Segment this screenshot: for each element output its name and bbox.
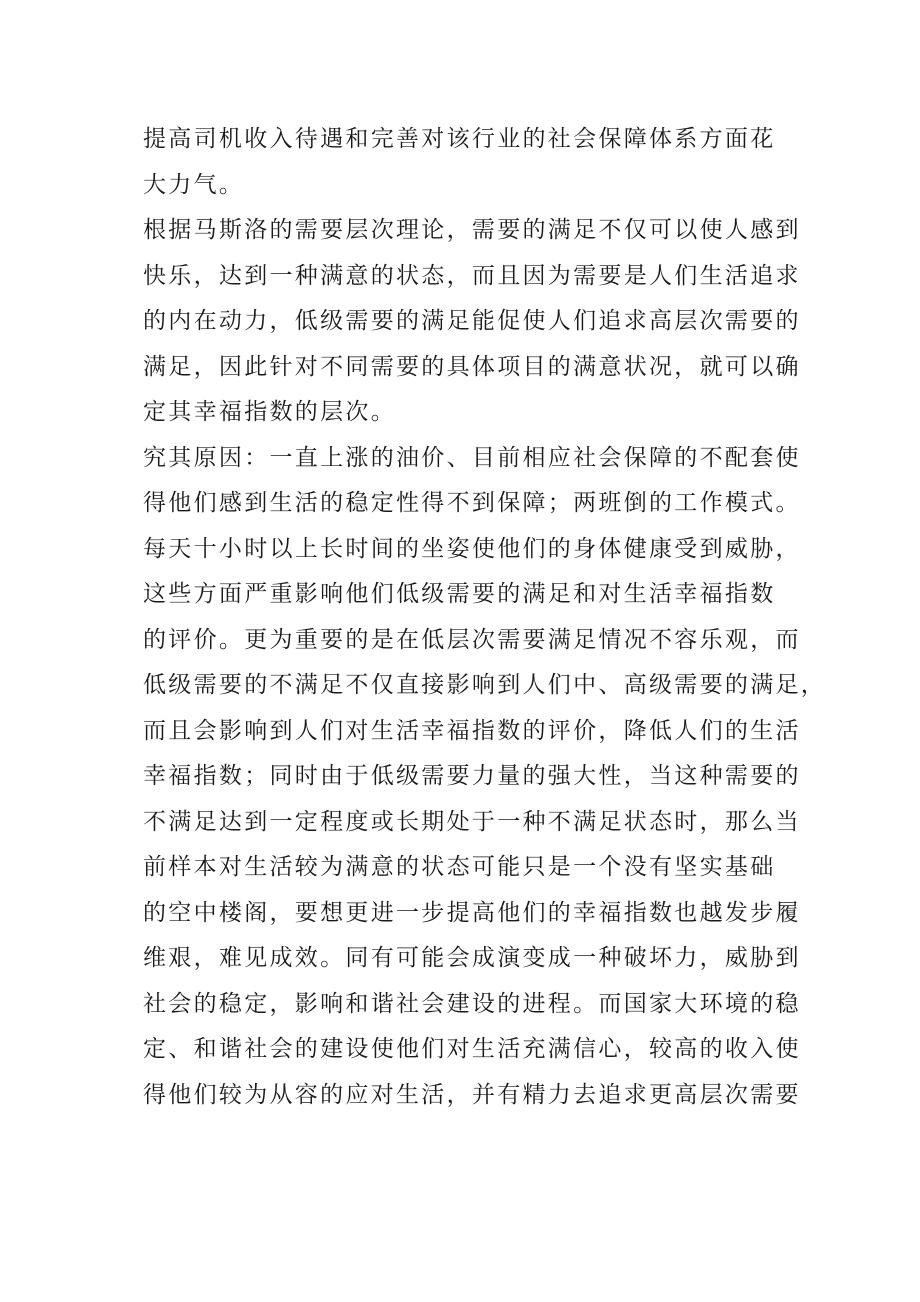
text-line: 得他们较为从容的应对生活，并有精力去追求更高层次需要 [143,1081,801,1108]
text-line: 的内在动力，低级需要的满足能促使人们追求高层次需要的 [143,308,801,334]
text-line: 提高司机收入待遇和完善对该行业的社会保障体系方面花 [143,126,776,152]
text-line: 每天十小时以上长时间的坐姿使他们的身体健康受到威胁， [143,535,801,562]
text-line: 定、和谐社会的建设使他们对生活充满信心，较高的收入使 [143,1036,801,1062]
text-line: 社会的稳定，影响和谐社会建设的进程。而国家大环境的稳 [143,990,801,1017]
text-line: 前样本对生活较为满意的状态可能只是一个没有坚实基础 [143,854,776,880]
text-line: 得他们感到生活的稳定性得不到保障；两班倒的工作模式。 [143,490,801,516]
text-line: 满足，因此针对不同需要的具体项目的满意状况，就可以确 [143,353,801,380]
text-line: 根据马斯洛的需要层次理论，需要的满足不仅可以使人感到 [143,217,801,243]
text-line: 而且会影响到人们对生活幸福指数的评价，降低人们的生活 [143,717,801,744]
text-line: 大力气。 [143,171,245,198]
body-text [143,117,827,1118]
text-line: 维艰，难见成效。同有可能会成演变成一种破坏力，威胁到 [143,945,801,971]
text-line: 究其原因：一直上涨的油价、目前相应社会保障的不配套使 [143,444,801,471]
text-line: 的评价。更为重要的是在低层次需要满足情况不容乐观，而 [143,626,801,653]
text-line: 定其幸福指数的层次。 [143,399,396,425]
text-line: 幸福指数；同时由于低级需要力量的强大性，当这种需要的 [143,763,801,789]
text-line: 低级需要的不满足不仅直接影响到人们中、高级需要的满足， [143,672,827,698]
text-line: 这些方面严重影响他们低级需要的满足和对生活幸福指数 [143,581,776,607]
text-line: 的空中楼阁，要想更进一步提高他们的幸福指数也越发步履 [143,899,801,926]
text-line: 不满足达到一定程度或长期处于一种不满足状态时，那么当 [143,808,801,835]
text-line: 快乐，达到一种满意的状态，而且因为需要是人们生活追求 [143,262,801,289]
